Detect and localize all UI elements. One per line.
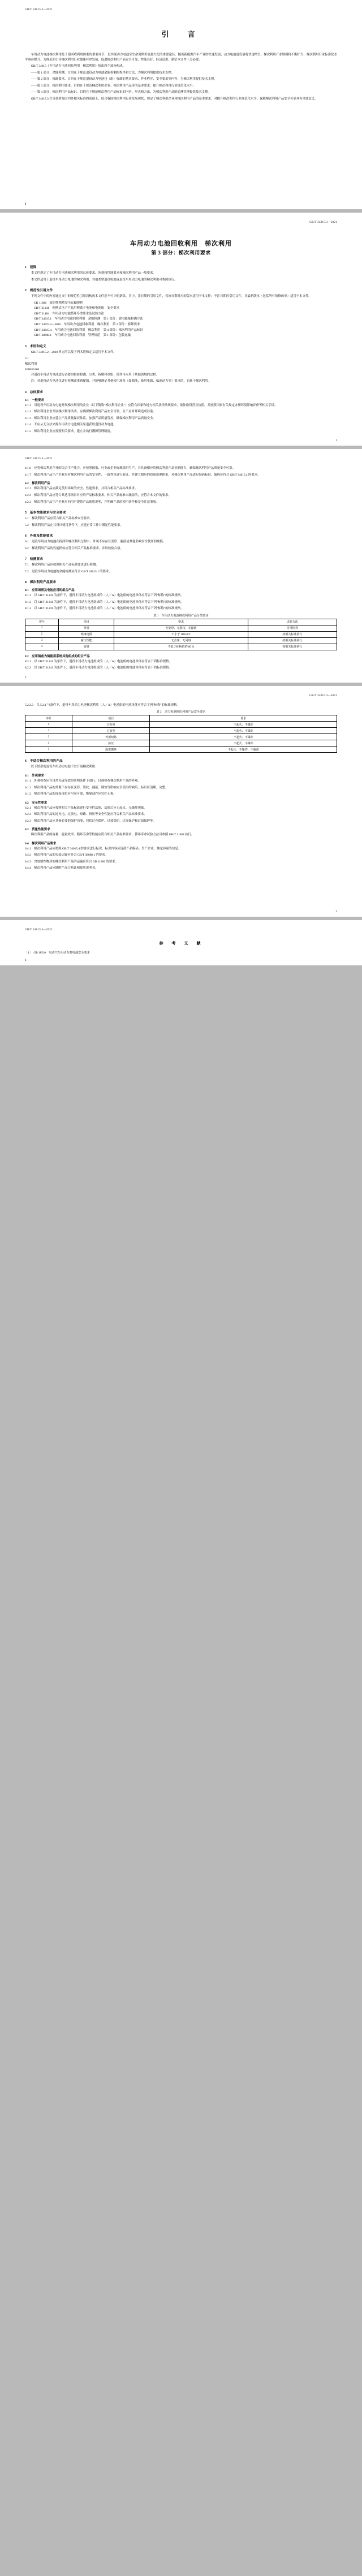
table-header-cell: 试验方法 [248,619,337,625]
table-cell: 4 [25,644,59,650]
bibliography-entry: ［1］ GB 18510 电动汽车用动力蓄电池安全要求 [25,951,90,955]
clause: 6.1.2 梯次利用产品的外观不应存在变形、裂纹、漏液、锈蚀等影响安全使用的缺陷，标识应清晰、完整。 [25,786,169,789]
subsection-heading: 4.2 梯次利用产品 [25,482,50,486]
table-cell: 按相关标准执行 [248,631,337,637]
paragraph: 本文件适用于退役车用动力电池的梯次利用，其他类型退役电池或退役车用动力电池的梯次利用可参照执行。 [31,278,178,282]
section-title: 基本性能要求与安全要求 [29,511,66,515]
clause: 4.1.6 应将梯次利用企业的综合生产能力，应按照国家、行业或企业标准组织生产，并具备相应的梯次利用产品检测能力，确保梯次利用产品质量安全可靠。 [25,467,235,471]
paragraph: ——第 3 部分：梯次利用要求。目的在于规范梯次利用企业、梯次利用产品等的基本要求，提升梯次利用行业规范化水平。 [31,84,196,88]
table-cell: 不起火、不爆炸 [150,734,337,740]
subsection-number: 4.1 [25,398,29,402]
page-number: 2 [25,676,27,679]
table-cell: 绝缘电阻 [59,631,114,637]
section-title: 不适合梯次利用的产品 [29,760,63,763]
table-cell: 不起火、不爆炸 [150,728,337,734]
section-heading-3 [25,343,337,348]
subsection-number: 6.4 [25,842,29,845]
section-title: 术语和定义 [29,344,46,348]
clause: 6.1 退役车用动力电池在拆卸和梯次利用过程中，外观不应存在变形、漏液或其他影响安全使用的缺陷。 [25,540,166,544]
clause: 4.2.1 梯次利用产品应满足使用场景的安全、性能要求，并符合相关产品标准要求。 [25,487,138,491]
table-cell: 2 [25,631,59,637]
table-caption: 表 1 车用动力电池梯次利用产品分类要求 [153,614,209,618]
clause: 梯次利用产品的容量、能量效率、循环寿命等性能应符合相关产品标准要求，循环寿命试验方法可参照 GB/T 31484 执行。 [31,833,195,837]
table-header-cell: 序号 [25,715,72,722]
section-number: 7 [25,558,27,562]
subsection-number: 6.3 [25,828,29,832]
clause: 6.4.2 梯次利用产品的包装运输应符合 GB/T 38698.1 的要求。 [25,853,108,857]
table-row [25,722,337,728]
clause: 5.2 梯次利用产品在其设计使用条件下，应能正常工作并满足性能要求。 [25,523,123,527]
clause: 6.2.1 梯次利用产品应按照相关产品标准进行安全性试验，试验后应无起火、无爆炸现象。 [25,806,147,810]
page-number: 3 [335,910,337,913]
clause: 6.2.3 梯次利用产品应具备必要的保护功能，包括过充保护、过放保护、过流保护和过温保护等。 [25,819,156,823]
table-header-cell: 要求 [150,715,337,722]
page-4 [0,686,362,917]
table-cell: 按相关标准执行 [248,637,337,644]
paragraph: 车用动力电池梯次利用是千禧回收利用体系的重要环节，是实现动力电池全生命周期价值最大化的重要途径。随着新能源汽车产业的快速发展，动力电池退役量将快速增长，梯次利用产业规模将不断扩大，梯次利用行业标准化水平亟待提升。为规范和引导梯次利用行业健康有序发展，促进梯次利用产品安全可靠、性能良好、经济适用，制定本文件十分必要。 [25,53,337,62]
paragraph: GB/T 34015.2—2020 界定的以及下列术语和定义适用于本文件。 [31,350,117,354]
clause: 5.2.2.3 以 5.2.1 与条件下，退役车用动力电池梯次利用（人／A）电池组的电池单体应符合下列"标称"的标准规格。 [25,703,180,707]
table-cell: 1 [25,722,72,728]
clause: 8.2.1 以 GB/T 31241 为条件下，退役车用动力电池组成的（人／A）电池组的电池单体应符合下列标准规格。 [25,659,173,663]
table-cell: 温度循环 [72,747,150,753]
table-cell: 过充电 [72,722,150,728]
table-header-cell: 项目 [72,715,150,722]
section-title: 梯次利用产品要求 [29,581,57,585]
section-heading-6 [25,533,337,538]
page-header: GB/T 34015.3—2021 [25,457,53,461]
section-title: 总体要求 [29,390,43,394]
page-header: GB/T 34015.3—2021 [25,927,53,931]
subsection-heading [25,398,337,402]
table-row [25,734,337,740]
table-header-row [25,715,337,722]
clause: 8.2.2 以 GB/T 31241 为条件下，退役车用动力电池组成的（人／A）电池组的电池单体应符合下列标准规格。 [25,666,173,670]
section-heading-5 [25,510,337,515]
table-row [25,631,337,637]
table-header-row [25,619,337,625]
table-cell: 外观 [59,625,114,631]
table-cell: 过放电 [72,728,150,734]
table-caption: 表 2 动力电池梯次利用产品安全要求 [156,710,206,714]
bibliography-heading: 参 考 文 献 [159,940,203,946]
paragraph: GB/T 34015《车用动力电池回收利用 梯次利用》拟由四个部分构成。 [31,64,126,68]
table-cell: 3 [25,637,59,644]
clause: 6.1.1 外观检查应在自然光或等效的照明条件下进行，目视检查梯次利用产品的外观。 [25,779,141,783]
section-number: 4 [25,390,27,394]
page-blank-area [25,873,337,907]
table-header-cell: 序号 [25,619,59,625]
section-number: 2 [25,289,27,293]
normative-reference: GB/T 34015.2—2020 车用动力电池回收利用 梯次利用 第 2 部分：拆卸要求 [34,322,140,326]
table-row [25,644,337,650]
table-cell: 不小于 100 Ω/V [114,631,248,637]
clause: 8.1.2 以 GB/T 31241 为条件下，退役车用动力电池组成的（人／A）电池组的电池单体应符合下列"标称"的标准规格。 [25,600,184,604]
subsection-title: 外观要求 [32,774,44,778]
foreword-heading: 引 言 [161,30,201,38]
section-number: 1 [25,266,27,270]
clause: 4.1.2 梯次利用企业开展梯次利用活动，应确保梯次利用产品安全可靠，且不应对环境造成污染。 [25,410,156,414]
table-cell: 按相关标准执行 [248,644,337,650]
table-1 [25,619,337,650]
normative-reference: GB/T 38698.1 车用动力电池回收利用 管理规范 第 1 部分：包装运输 [34,334,131,338]
section-title: 检测要求 [29,558,43,562]
table-cell: 目视检查 [248,625,337,631]
clause: 6.2.2 梯次利用产品的过充电、过放电、短路、挤压等安全性能应符合相关产品标准要求。 [25,813,147,817]
page-header: GB/T 34015.3—2021 [25,8,53,11]
page-header: GB/T 34015.3—2021 [309,693,337,697]
subsection-title: 应用储备为储能用系统其他组成的组合产品 [32,654,90,658]
table-cell: 3 [25,734,72,740]
clause: 8.1.3 以 GB/T 31241 为条件下，退役车用动力电池组成的（人／A）电池组的电池单体应符合下列"标称"的标准规格。 [25,607,184,611]
section-title: 范围 [29,266,37,270]
section-number: 5 [25,511,27,515]
table-cell: 不低于标称值的 80 % [114,644,248,650]
subsection-number: 6.1 [25,774,29,778]
section-heading-6b [25,758,337,763]
subsection-heading [25,588,337,592]
table-cell: 耐压性能 [59,637,114,644]
normative-reference: GB 11806 放射性物质安全运输规程 [34,301,83,305]
page-number: 1 [335,439,337,443]
subsection-number: 6.2 [25,801,29,805]
clause: 7.1 梯次利用产品应按照相关产品标准要求进行检测。 [25,563,99,567]
page-3 [0,449,362,683]
clause: 7.2 退役车用动力电池的余能检测应符合 GB/T 34015.1 的要求。 [25,569,112,573]
table-header-cell: 项目 [59,619,114,625]
table-row [25,728,337,734]
table-cell: 不起火、不爆炸 [150,740,337,747]
table-cell: 4 [25,740,72,747]
subsection-heading [25,800,337,805]
page-number: Ⅱ [25,203,27,206]
subsection-number: 8.1 [25,589,29,593]
subsection-heading [25,773,337,778]
table-cell: 无击穿、无闪络 [114,637,248,644]
table-row [25,625,337,631]
term-definition: 对退役车用动力电池进行必要的检验检测、分类、拆解和重组，使其可应用于其他领域的过程。 [31,373,160,377]
subsection-title: 质量性能要求 [32,828,50,832]
term-number: 3.1 [25,357,29,361]
section-heading-4 [25,389,337,394]
section-heading-1 [25,264,337,269]
page-subtitle: 第 3 部分：梯次利用要求 [151,250,211,256]
normative-reference: GB/T 31484 车用动力电池循环寿命要求及试验方法 [34,312,105,316]
paragraph: ——第 1 部分：余能检测。目的在于规范退役动力电池余能检测的程序和方法，为梯次利用提供技术支撑。 [31,71,175,75]
paragraph: 下列文件中的内容通过文中的规范性引用而构成本文件必不可少的条款。其中，注日期的引用文件，仅该日期对应的版本适用于本文件；不注日期的引用文件，其最新版本（包括所有的修改单）适用于本文件。 [31,295,312,299]
section-title: 规范性引用文件 [29,289,53,293]
page-header: GB/T 34015.3—2021 [309,221,337,225]
clause: 4.1.4 不应从无合法来源车用动力电池相关渠道获取退役动力电池。 [25,423,117,427]
paragraph: ——第 2 部分：拆卸要求。目的在于规范退役动力电池包（组）拆卸的基本要求、作业程序、安全要求等内容，为梯次利用提供技术支撑。 [31,77,217,81]
page-title: 车用动力电池回收利用 梯次利用 [130,240,232,248]
table-cell: 容量 [59,644,114,650]
page-number: 4 [25,959,27,963]
subsection-title: 应用场景及电池应用的组合产品 [32,589,75,593]
clause: 8.1.1 以 GB/T 31241 为条件下，退役车用动力电池组成的（人／A）电池组的电池单体应符合下列"标称"的标准规格。 [25,594,184,598]
table-2 [25,715,337,753]
clause: 6.4.1 梯次利用产品应按照 GB/T 34015.4 的要求进行标识，标识内容应包括产品编码、生产企业、额定容量等信息。 [25,847,182,851]
clause: 4.2.3 梯次利用产品生产企业应向用户提供产品使用说明，并明确产品的使用条件和安全注意事项。 [25,500,160,504]
clause: 6.4.4 梯次利用产品应随附产品合格证和使用说明书。 [25,866,98,870]
table-row [25,740,337,747]
normative-reference: GB/T 34015.1 车用动力电池回收利用 余能检测 第 1 部分：放电能量检测方法 [34,317,143,321]
term-chinese: 梯次利用 [25,362,37,366]
section-number: 6 [25,534,27,538]
clause: 4.1.1 对退役车用动力电池开展梯次利用的企业（以下简称"梯次利用企业"）应符合国家和地方相关法律法规要求，依法取得营业执照，并按照国家有关规定办理环境影响评价等相关手续。 [25,403,278,407]
table-header-cell: 要求 [114,619,248,625]
subsection-title: 安全性要求 [32,801,48,805]
subsection-title: 一般要求 [32,398,44,402]
normative-reference: GB/T 31241 便携式电子产品用锂离子电池和电池组 安全要求 [34,307,119,310]
page-5 [0,920,362,965]
table-row [25,637,337,644]
clause: 6.4.3 含放射性物质的梯次利用产品的运输应符合 GB 11806 的要求。 [25,860,118,864]
term-note: 注：对退役动力电池仅进行检测或重新配组，并能够满足其他使用场景（如储能、备用电源、低速动力等）要求的，也属于梯次利用。 [31,379,211,383]
clause: 6.2 梯次利用产品的性能指标应符合相关产品标准要求，并经检验合格。 [25,546,123,550]
subsection-number: 8.2 [25,654,29,658]
page-2 [0,213,362,446]
clause: 4.2.2 梯次利用产品应符合其适用场景对应的产品标准要求，相关产品标准未涵盖的，应符合本文件的要求。 [25,494,171,497]
clause: 以下情形的退役车用动力电池不宜开展梯次利用： [31,765,98,769]
page-blank-area [25,103,337,199]
section-number: 8 [25,581,27,585]
table-cell: 2 [25,728,72,734]
table-cell: 不起火、不爆炸、不漏液 [150,747,337,753]
paragraph: GB/T 34015.3 在等效借鉴国内外相关标准的基础上，结合我国梯次利用行业发展现状，规定了梯次利用企业和梯次利用产品的基本要求，对提升梯次利用行业规范化水平、保障梯次利用产品安全可靠具有重要意义。 [31,97,318,101]
term-english: echelon use [25,368,40,372]
table-row [25,747,337,753]
section-heading-2 [25,287,337,292]
clause: 4.1.5 梯次利用企业应按照相关要求，建立并执行溯源管理制度。 [25,429,114,433]
subsection-title: 梯次利用产品要求 [32,842,57,845]
section-number: 3 [25,344,27,348]
subsection-heading [25,654,337,658]
table-cell: 不起火、不爆炸 [150,722,337,728]
page-1 [0,0,362,209]
table-cell: 挤压 [72,740,150,747]
paragraph: ——第 4 部分：梯次利用产品标识。目的在于规范梯次利用产品标识的内容、形式和方法，为梯次利用产品的追溯管理提供技术支撑。 [31,90,211,94]
normative-reference: GB/T 34015.4 车用动力电池回收利用 梯次利用 第 4 部分：梯次利用产品标识 [34,328,143,332]
section-heading-8 [25,579,337,584]
clause: 4.1.3 梯次利用企业应建立产品质量保证体系，加强产品质量管控，确保梯次利用产品质量安全。 [25,416,156,420]
paragraph: 本文件规定了车用动力电池梯次利用的总体要求、外观和性能要求和梯次利用产品一般要求。 [31,271,156,275]
table-cell: 5 [25,747,72,753]
table-cell: 无变形、无裂纹、无漏液 [114,625,248,631]
section-number: 6 [25,760,27,763]
table-cell: 外部短路 [72,734,150,740]
clause: 4.1.7 梯次利用产品生产企业应对梯次利用产品的安全性、一致性等进行验证，并建立相应的质量追溯体系，对梯次利用产品进行编码标识，编码应符合 GB/T 34015.4 的要求。 [25,473,261,477]
section-heading-7 [25,556,337,561]
subsection-heading [25,841,337,845]
document-root [0,0,362,965]
clause: 5.1 梯次利用产品应符合相关产品标准安全要求。 [25,517,93,521]
table-cell: 1 [25,625,59,631]
section-title: 外观及性能要求 [29,534,53,538]
subsection-heading [25,827,337,831]
clause: 6.1.3 梯次利用产品的连接部位应牢固可靠，绝缘部件应完好无损。 [25,792,117,796]
